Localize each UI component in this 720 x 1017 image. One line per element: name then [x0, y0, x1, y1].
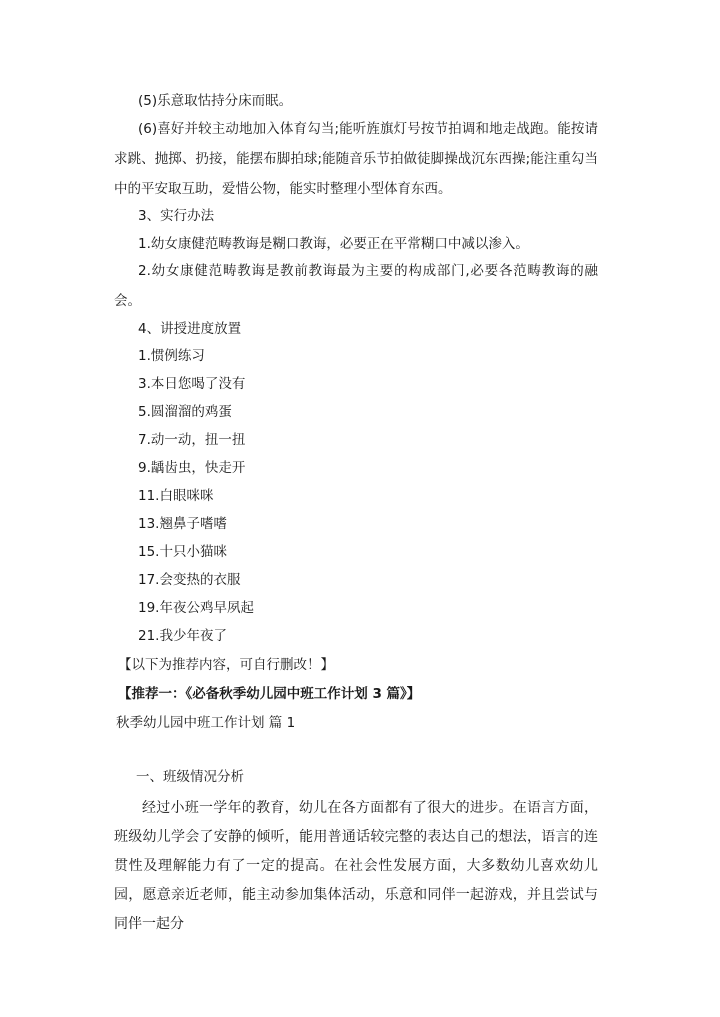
text-line-method-1: 1.幼女康健范畴教诲是糊口教诲，必要正在平常糊口中减以渗入。 — [138, 236, 529, 252]
notice-text: 【以下为推荐内容，可自行删改！】 — [118, 657, 334, 673]
section-heading-schedule: 4、讲授进度放置 — [138, 321, 242, 337]
list-item: 13.翘鼻子嗜嗜 — [138, 516, 227, 532]
section-heading-implementation: 3、实行办法 — [138, 208, 215, 224]
list-item: 11.白眼咪咪 — [138, 488, 214, 504]
list-item: 17.会变热的衣服 — [138, 572, 241, 588]
plan-title: 秋季幼儿园中班工作计划 篇 1 — [116, 715, 296, 731]
list-item: 1.惯例练习 — [138, 348, 205, 364]
list-item: 9.龋齿虫，快走开 — [138, 460, 246, 476]
list-item: 7.动一动，扭一扭 — [138, 432, 246, 448]
recommend-title: 【推荐一：《必备秋季幼儿园中班工作计划 3 篇》】 — [118, 686, 421, 702]
paragraph-item-6: (6)喜好并较主动地加入体育勾当;能听旌旗灯号按节拍调和地走战跑。能按请求跳、抛掷、扔接，能摆布脚拍球;能随音乐节拍做徒脚操战沉东西操;能注重勾当中的平安取互助，爱惜公物，能实时整理小型体育东西。 — [114, 121, 598, 197]
text-line-item-5: (5)乐意取怙持分床而眠。 — [138, 93, 293, 109]
list-item: 15.十只小猫咪 — [138, 544, 227, 560]
paragraph-method-2: 2.幼女康健范畴教诲是教前教诲最为主要的构成部门,必要各范畴教诲的融会。 — [114, 263, 598, 309]
list-item: 3.本日您喝了没有 — [138, 376, 246, 392]
paragraph-class-analysis: 经过小班一学年的教育，幼儿在各方面都有了很大的进步。在语言方面，班级幼儿学会了安静的倾听，能用普通话较完整的表达自己的想法，语言的连贯性及理解能力有了一定的提高。在社会性发展方面，大多数幼儿喜欢幼儿园，愿意亲近老师，能主动参加集体活动，乐意和同伴一起游戏，并且尝试与同伴一起分 — [114, 800, 598, 932]
list-item: 21.我少年夜了 — [138, 628, 227, 644]
section-heading-class-analysis: 一、班级情况分析 — [136, 769, 244, 785]
list-item: 19.年夜公鸡早夙起 — [138, 600, 254, 616]
list-item: 5.圆溜溜的鸡蛋 — [138, 404, 232, 420]
